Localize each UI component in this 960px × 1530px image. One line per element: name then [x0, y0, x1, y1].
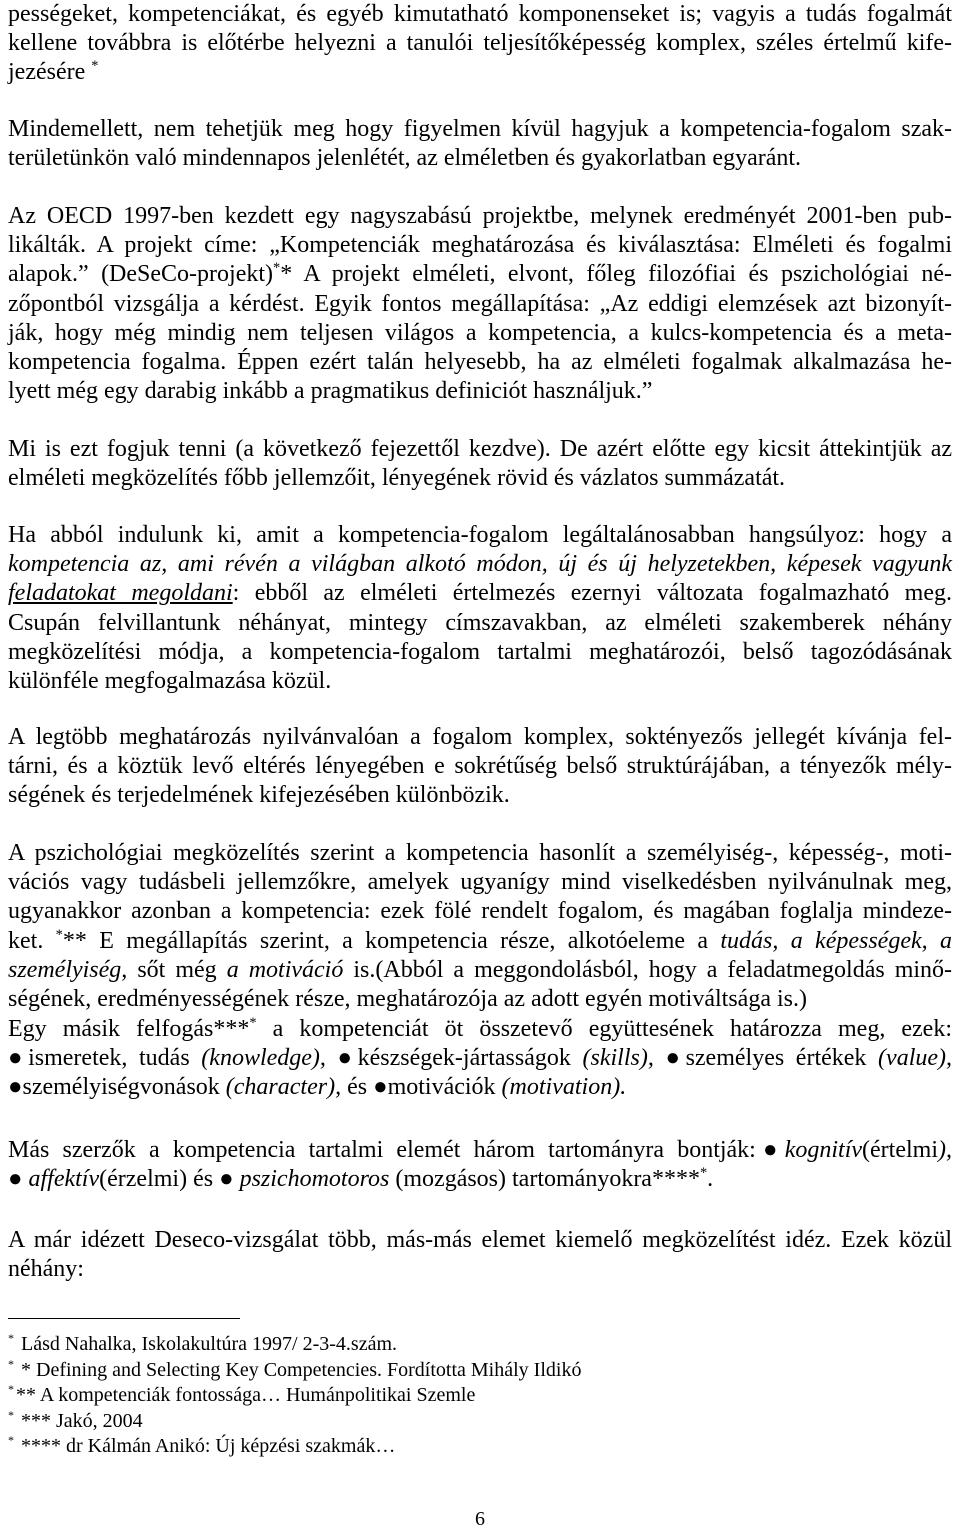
text-run: néhány:	[8, 1256, 84, 1283]
italic-text: (value),	[878, 1045, 953, 1072]
text-run: különféle megfogalmazása közül.	[8, 668, 332, 695]
body-paragraph	[8, 1226, 952, 1284]
text-line	[8, 927, 952, 956]
text-run: kompetencia fogalma. Éppen ezért talán helyesebb, ha az elméleti fogalmak alkalmazása he-	[8, 349, 952, 376]
text-run: lyett még egy darabig inkább a pragmatikus definiciót használjuk.”	[8, 378, 653, 405]
text-line	[8, 202, 952, 231]
footnote-marker: *	[55, 926, 63, 943]
italic-text: (motivation).	[501, 1074, 627, 1101]
italic-text: kompetencia az, ami révén a világban alkotó módon, új és új helyzetekben, képesek vagyunk	[8, 551, 952, 578]
italic-text: pszichomotoros	[239, 1166, 390, 1193]
text-run: kellene továbbra is előtérbe helyezni a tanulói teljesítőképesség komplex, széles értelmű kife-	[8, 30, 952, 57]
text-run: A pszichológiai megközelítés szerint a kompetencia hasonlít a személyiség-, képesség-, moti-	[8, 840, 952, 866]
text-run: ják, hogy még mindig nem teljesen világos a kompetencia, a kulcs-kompetencia és a meta-	[8, 319, 952, 346]
italic-text: tudás, a képességek, a	[720, 927, 952, 954]
text-run: Lásd Nahalka, Iskolakultúra 1997/ 2-3-4.szám.	[16, 1333, 398, 1355]
text-run: ugyanakkor azonban a kompetencia: ezek fölé rendelt fogalom, és magában foglalja mindeze-	[8, 898, 952, 925]
text-line	[8, 781, 952, 810]
footnote-marker: *	[273, 260, 281, 277]
text-line	[8, 550, 952, 579]
italic-text: (knowledge),	[201, 1045, 326, 1072]
text-run: * Defining and Selecting Key Competencies. Fordította Mihály Ildikó	[16, 1358, 582, 1381]
text-line	[8, 868, 952, 897]
body-paragraph	[8, 0, 952, 88]
text-line	[8, 667, 952, 696]
footnote-marker: *	[249, 1015, 257, 1031]
italic-text: a motiváció	[226, 956, 344, 983]
text-run: tárni, és a köztük levő eltérés lényegében e sokrétűség belső struktúrájában, a tényezők mély-	[8, 753, 952, 780]
text-run: ** E megállapítás szerint, a kompetencia része, alkotóeleme a	[62, 927, 721, 954]
footnote-marker: *	[8, 1331, 14, 1346]
text-run: jezésére	[8, 59, 92, 86]
text-line	[8, 985, 952, 1014]
text-run: sőt még	[127, 956, 227, 983]
text-run: pességeket, kompetenciákat, és egyéb kimutatható komponenseket is; vagyis a tudás fogalmát	[8, 1, 952, 27]
text-line	[8, 609, 952, 638]
footnote-marker: *	[8, 1382, 14, 1397]
text-line	[8, 1015, 952, 1044]
text-run: ** A kompetenciák fontossága… Humánpolitikai Szemle	[16, 1384, 476, 1406]
text-line	[8, 839, 952, 868]
text-run: is.(Abból a meggondolásból, hogy a feladatmegoldás minő-	[343, 956, 953, 983]
text-run: Egy másik felfogás***	[8, 1016, 250, 1042]
italic-text: kognitív	[784, 1137, 863, 1163]
footnote-separator	[8, 1318, 240, 1319]
text-run: elméleti megközelítés főbb jellemzőit, lényegének rövid és vázlatos summázatát.	[8, 465, 786, 492]
text-line	[8, 1044, 952, 1073]
text-line	[8, 1409, 952, 1435]
text-line	[8, 0, 952, 29]
text-line	[8, 1358, 952, 1384]
text-run: Mindemellett, nem tehetjük meg hogy figyelmen kívül hagyjuk a kompetencia-fogalom szak-	[8, 116, 952, 142]
italic-text: (character),	[225, 1074, 342, 1101]
text-run: Mi is ezt fogjuk tenni (a következő fejezettől kezdve). De azért előtte egy kicsit áttekintjük az	[8, 436, 952, 462]
text-line	[8, 752, 952, 781]
text-line	[8, 260, 952, 289]
text-line	[8, 897, 952, 926]
text-run: ●ismeretek, tudás	[8, 1045, 202, 1072]
text-run: (értelmi	[862, 1137, 938, 1163]
body-paragraph	[8, 839, 952, 1014]
italic-text: affektív	[28, 1166, 100, 1193]
page-number: 6	[475, 1508, 485, 1530]
text-line	[8, 1073, 952, 1102]
text-run: ket.	[8, 927, 56, 954]
text-line	[8, 1226, 952, 1255]
text-line	[8, 319, 952, 348]
text-run: *** Jakó, 2004	[16, 1409, 143, 1432]
text-line	[8, 435, 952, 464]
text-line	[8, 348, 952, 377]
text-run: területünkön való mindennapos jelenlétét, az elméletben és gyakorlatban egyaránt.	[8, 145, 802, 172]
text-line	[8, 1434, 952, 1460]
italic-text: ),	[938, 1137, 952, 1163]
text-line	[8, 115, 952, 144]
text-run: zőpontból vizsgálja a kérdést. Egyik fontos megállapítása: „Az eddigi elemzések azt bizonyít-	[8, 290, 952, 317]
text-line	[8, 1136, 952, 1165]
body-paragraph	[8, 1015, 952, 1103]
text-run: * A projekt elméleti, elvont, főleg filozófiai és pszichológiai né-	[280, 261, 952, 288]
body-paragraph	[8, 202, 952, 406]
text-run: ●személyiségvonások	[8, 1074, 226, 1101]
text-line	[8, 377, 952, 406]
text-run: megközelítési módja, a kompetencia-fogalom tartalmi meghatározói, belső tagozódásának	[8, 638, 952, 665]
text-run: Az OECD 1997-ben kezdett egy nagyszabású projektbe, melynek eredményét 2001-ben pub-	[8, 203, 952, 229]
body-paragraph	[8, 1136, 952, 1194]
footnote-marker: *	[8, 1407, 14, 1422]
text-run: A legtöbb meghatározás nyilvánvalóan a fogalom komplex, soktényezős jellegét kívánja fel-	[8, 724, 952, 750]
footnote-marker: *	[699, 1165, 708, 1182]
text-line	[8, 231, 952, 260]
text-line	[8, 144, 952, 173]
text-run: **** dr Kálmán Anikó: Új képzési szakmák…	[16, 1435, 396, 1457]
text-run: Más szerzők a kompetencia tartalmi elemét három tartományra bontják:●	[8, 1137, 785, 1163]
text-run: A már idézett Deseco-vizsgálat több, más-más elemet kiemelő megközelítést idéz. Ezek közül	[8, 1227, 952, 1253]
text-run: ●készségek-jártasságok	[325, 1045, 583, 1072]
text-line	[8, 29, 952, 58]
text-run: .	[707, 1166, 714, 1193]
text-line	[8, 1383, 952, 1409]
underlined-italic-text: feladatokat megoldani	[8, 580, 233, 607]
text-run: : ebből az elméleti értelmezés ezernyi változata fogalmazható meg.	[232, 580, 953, 607]
body-paragraph	[8, 435, 952, 493]
text-line	[8, 1255, 952, 1284]
text-run: és ●motivációk	[341, 1074, 502, 1101]
text-run: likálták. A projekt címe: „Kompetenciák meghatározása és kiválasztása: Elméleti és fogalmi	[8, 232, 952, 259]
body-paragraph	[8, 115, 952, 173]
footnote-marker: *	[8, 1433, 14, 1448]
text-line	[8, 579, 952, 608]
text-line	[8, 956, 952, 985]
text-line	[8, 58, 952, 87]
text-run: ségének, eredményességének része, meghatározója az adott egyén motiváltsága is.)	[8, 986, 807, 1013]
text-line	[8, 521, 952, 550]
footnotes	[8, 1332, 952, 1460]
text-run: (érzelmi) és ●	[99, 1166, 240, 1193]
text-run: Csupán felvillantunk néhányat, mintegy címszavakban, az elméleti szakemberek néhány	[8, 609, 952, 636]
footnote-marker: *	[91, 58, 99, 75]
footnote-marker: *	[8, 1356, 14, 1371]
text-run: ●személyes értékek	[653, 1045, 879, 1072]
text-run: ségének és terjedelmének kifejezésében különbözik.	[8, 782, 510, 809]
text-line	[8, 464, 952, 493]
text-line	[8, 638, 952, 667]
text-run: alapok.” (DeSeCo-projekt)	[8, 261, 274, 288]
body-paragraph	[8, 521, 952, 696]
body-paragraph	[8, 723, 952, 811]
italic-text: (skills),	[582, 1045, 654, 1072]
text-line	[8, 723, 952, 752]
text-line	[8, 1332, 952, 1358]
text-line	[8, 1165, 952, 1194]
text-line	[8, 290, 952, 319]
text-run: Ha abból indulunk ki, amit a kompetencia-fogalom legáltalánosabban hangsúlyoz: hogy a	[8, 522, 952, 548]
text-run: vációs vagy tudásbeli jellemzőkre, amelyek ugyanígy mind viselkedésben nyilvánulnak meg,	[8, 869, 952, 896]
text-run: a kompetenciát öt összetevő együttesének határozza meg, ezek:	[256, 1016, 952, 1042]
text-run: ●	[8, 1166, 29, 1193]
italic-text: személyiség,	[8, 956, 128, 983]
text-run: (mozgásos) tartományokra****	[389, 1166, 700, 1193]
